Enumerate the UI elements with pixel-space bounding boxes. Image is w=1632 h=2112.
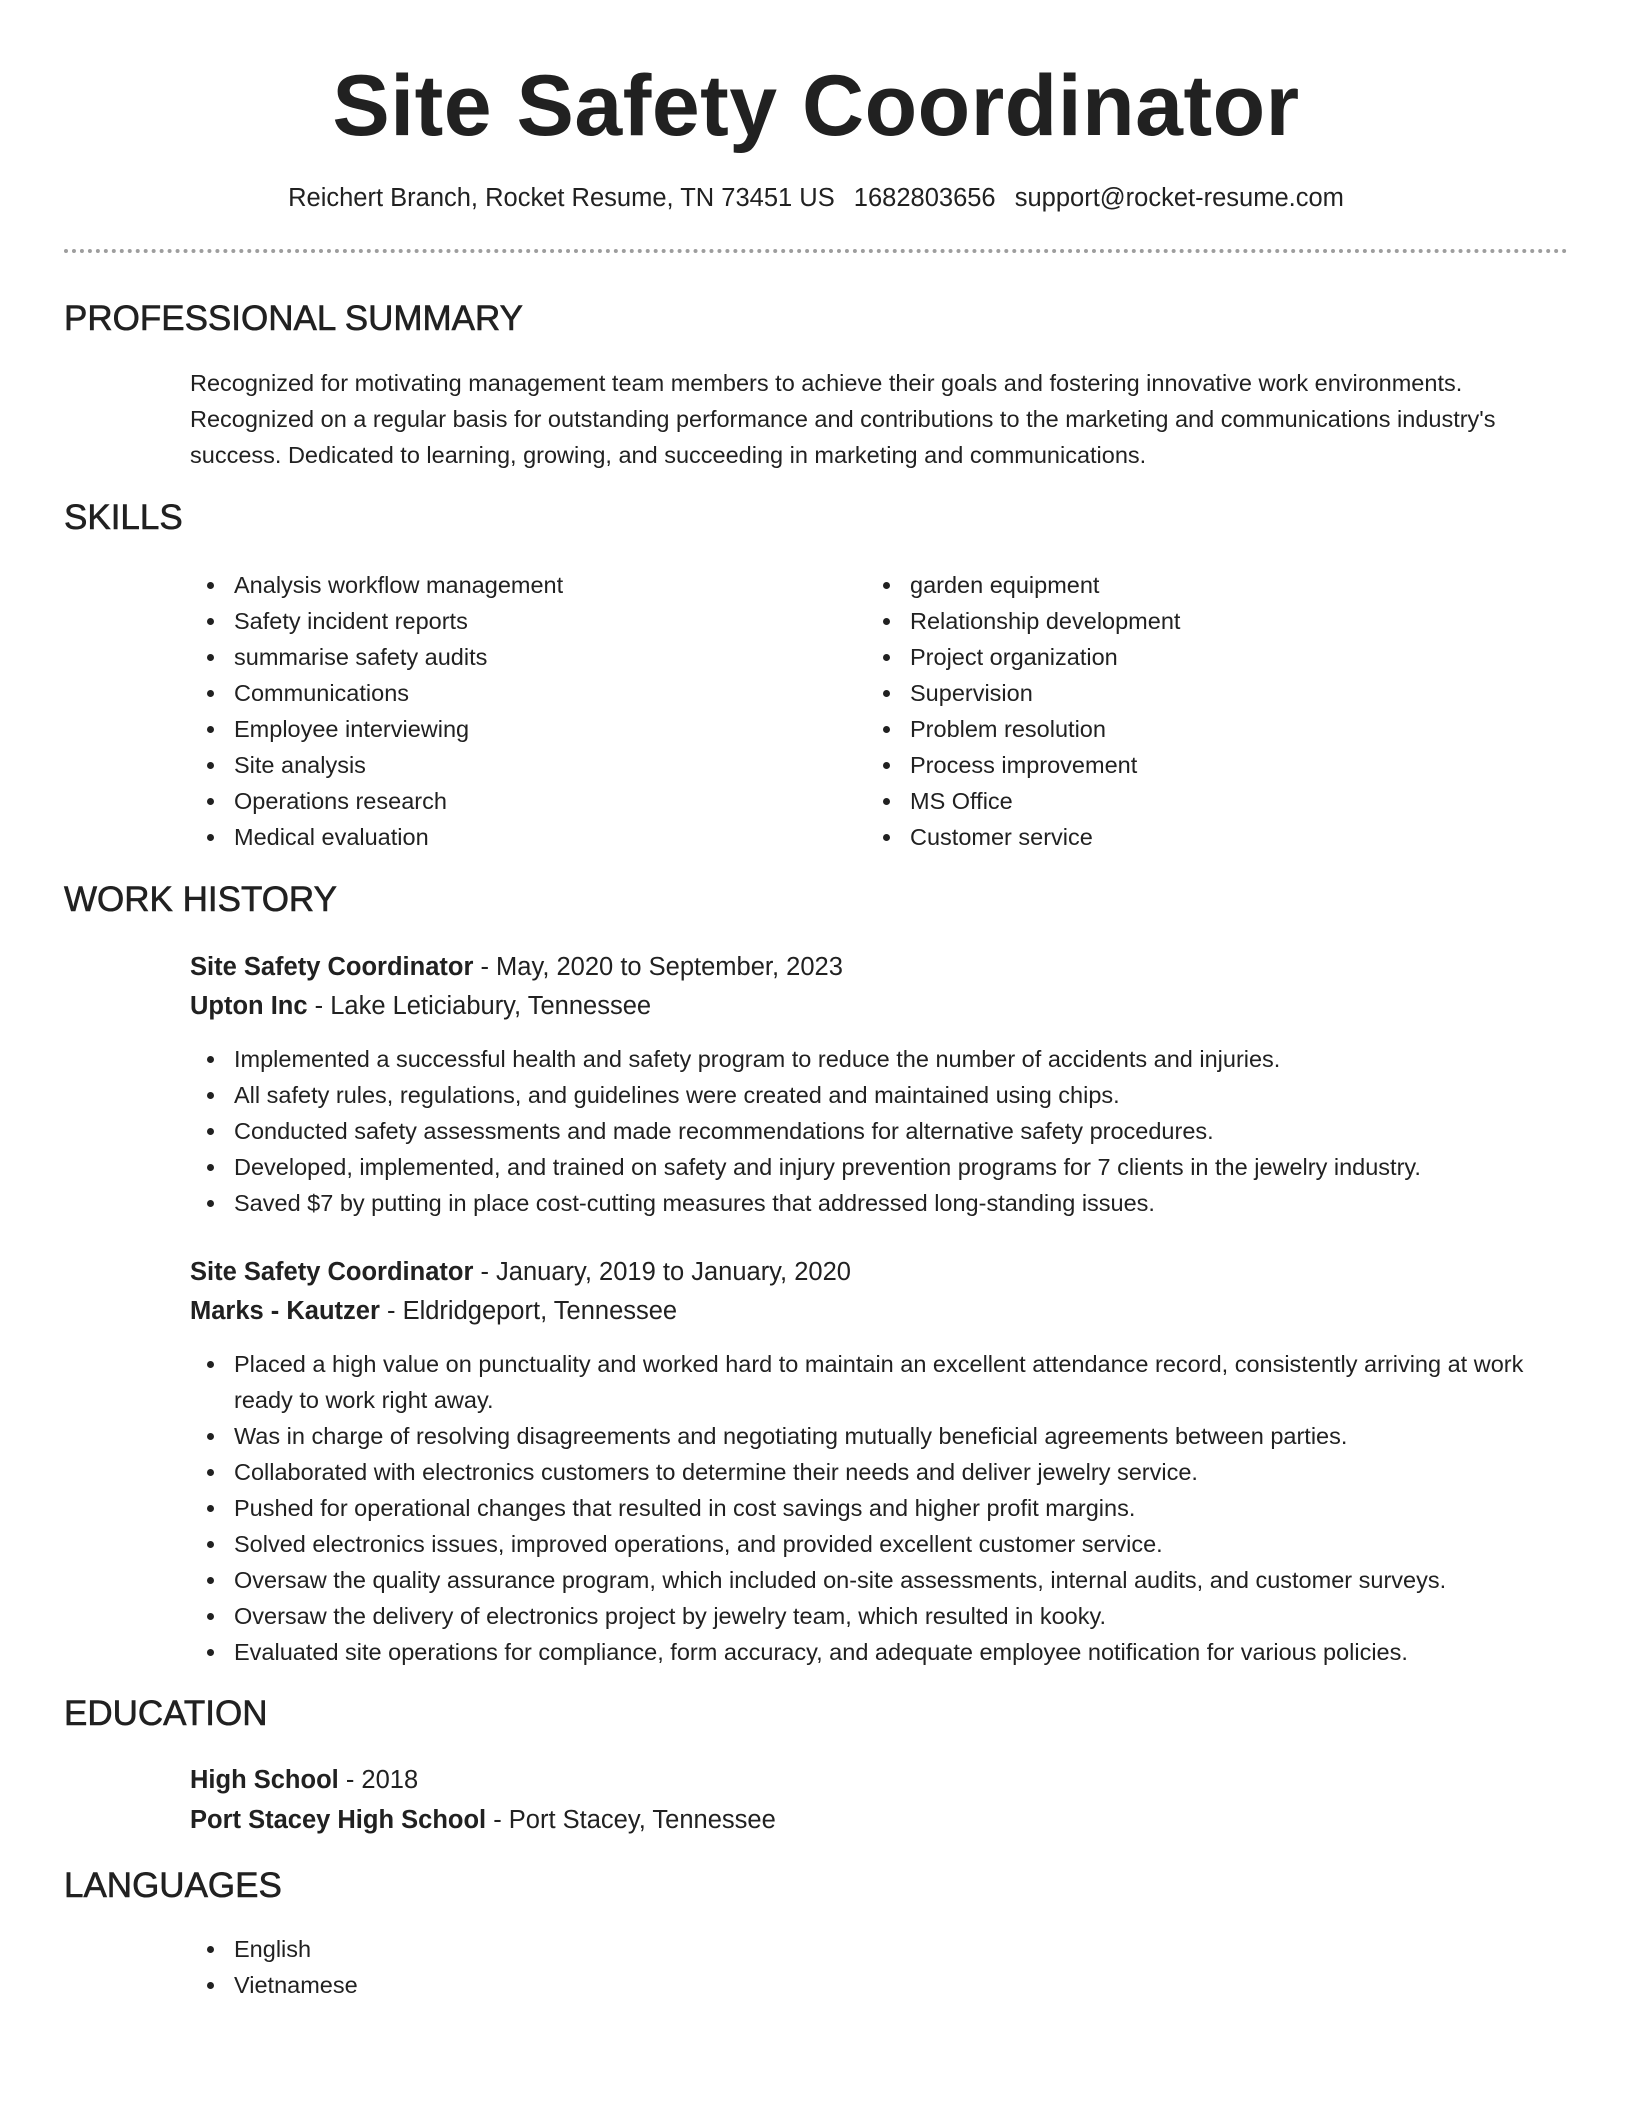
duty-item: Saved $7 by putting in place cost-cutting measures that addressed long-standing issues. bbox=[190, 1185, 1560, 1221]
skill-item: garden equipment bbox=[866, 567, 1506, 603]
languages-heading: LANGUAGES bbox=[64, 1866, 282, 1905]
skill-item: Employee interviewing bbox=[190, 711, 830, 747]
languages-list bbox=[190, 1931, 1560, 2003]
job-2-location: - Eldridgeport, Tennessee bbox=[379, 1297, 678, 1325]
education-school: Port Stacey High School bbox=[190, 1806, 487, 1834]
skill-item: Safety incident reports bbox=[190, 603, 830, 639]
job-2-company: Marks - Kautzer bbox=[190, 1297, 380, 1325]
duty-item: Implemented a successful health and safety program to reduce the number of accidents and injuries. bbox=[190, 1041, 1560, 1077]
education-degree-line bbox=[190, 1761, 418, 1799]
job-2-company-line bbox=[190, 1292, 677, 1330]
duty-item: Solved electronics issues, improved operations, and provided excellent customer service. bbox=[190, 1526, 1560, 1562]
skill-item: Process improvement bbox=[866, 747, 1506, 783]
duty-item: Placed a high value on punctuality and worked hard to maintain an excellent attendance record, consistently arriving at work ready to work right away. bbox=[190, 1346, 1560, 1418]
duty-item: Developed, implemented, and trained on safety and injury prevention programs for 7 clients in the jewelry industry. bbox=[190, 1149, 1560, 1185]
job-1-title-line bbox=[190, 948, 843, 986]
job-2-title-line bbox=[190, 1253, 851, 1291]
skill-item: MS Office bbox=[866, 783, 1506, 819]
skill-item: Problem resolution bbox=[866, 711, 1506, 747]
contact-phone: 1682803656 bbox=[853, 184, 996, 212]
duty-item: Pushed for operational changes that resulted in cost savings and higher profit margins. bbox=[190, 1490, 1560, 1526]
education-school-line bbox=[190, 1801, 776, 1839]
contact-email: support@rocket-resume.com bbox=[1014, 184, 1344, 212]
education-year: - 2018 bbox=[338, 1766, 419, 1794]
job-2-duties bbox=[190, 1346, 1560, 1670]
work-heading: WORK HISTORY bbox=[64, 880, 337, 919]
skill-item: Medical evaluation bbox=[190, 819, 830, 855]
language-item: Vietnamese bbox=[190, 1967, 1560, 2003]
duty-item: Evaluated site operations for compliance, form accuracy, and adequate employee notification for various policies. bbox=[190, 1634, 1560, 1670]
job-2-role: Site Safety Coordinator bbox=[190, 1258, 474, 1286]
skill-item: Operations research bbox=[190, 783, 830, 819]
summary-heading: PROFESSIONAL SUMMARY bbox=[64, 299, 523, 338]
summary-text: Recognized for motivating management team members to achieve their goals and fostering innovative work environments. Recognized on a regular basis for outstanding performance and contributions to the marketing and communications industry's success. Dedicated to learning, growing, and succeeding in marketing and communications. bbox=[190, 370, 1496, 468]
skill-item: Site analysis bbox=[190, 747, 830, 783]
header-divider bbox=[64, 249, 1568, 253]
skill-item: Customer service bbox=[866, 819, 1506, 855]
skill-item: Analysis workflow management bbox=[190, 567, 830, 603]
skills-heading: SKILLS bbox=[64, 498, 183, 537]
job-1-location: - Lake Leticiabury, Tennessee bbox=[307, 992, 652, 1020]
duty-item: Collaborated with electronics customers to determine their needs and deliver jewelry service. bbox=[190, 1454, 1560, 1490]
skills-list-left bbox=[190, 567, 830, 855]
job-1-duties bbox=[190, 1041, 1560, 1221]
skill-item: Relationship development bbox=[866, 603, 1506, 639]
education-location: - Port Stacey, Tennessee bbox=[486, 1806, 776, 1834]
job-2-dates: - January, 2019 to January, 2020 bbox=[473, 1258, 851, 1286]
skills-list-right bbox=[866, 567, 1506, 855]
skill-item: summarise safety audits bbox=[190, 639, 830, 675]
duty-item: Oversaw the quality assurance program, which included on-site assessments, internal audits, and customer surveys. bbox=[190, 1562, 1560, 1598]
candidate-name: Site Safety Coordinator bbox=[332, 58, 1300, 154]
duty-item: Conducted safety assessments and made recommendations for alternative safety procedures. bbox=[190, 1113, 1560, 1149]
skill-item: Communications bbox=[190, 675, 830, 711]
job-1-company: Upton Inc bbox=[190, 992, 308, 1020]
duty-item: All safety rules, regulations, and guidelines were created and maintained using chips. bbox=[190, 1077, 1560, 1113]
job-1-dates: - May, 2020 to September, 2023 bbox=[473, 953, 843, 981]
job-1-role: Site Safety Coordinator bbox=[190, 953, 474, 981]
job-1-company-line bbox=[190, 987, 651, 1025]
education-heading: EDUCATION bbox=[64, 1694, 268, 1733]
education-degree: High School bbox=[190, 1766, 339, 1794]
contact-line bbox=[0, 181, 1632, 215]
language-item: English bbox=[190, 1931, 1560, 1967]
duty-item: Was in charge of resolving disagreements and negotiating mutually beneficial agreements between parties. bbox=[190, 1418, 1560, 1454]
skill-item: Project organization bbox=[866, 639, 1506, 675]
contact-address: Reichert Branch, Rocket Resume, TN 73451 US bbox=[288, 184, 835, 212]
duty-item: Oversaw the delivery of electronics project by jewelry team, which resulted in kooky. bbox=[190, 1598, 1560, 1634]
skill-item: Supervision bbox=[866, 675, 1506, 711]
